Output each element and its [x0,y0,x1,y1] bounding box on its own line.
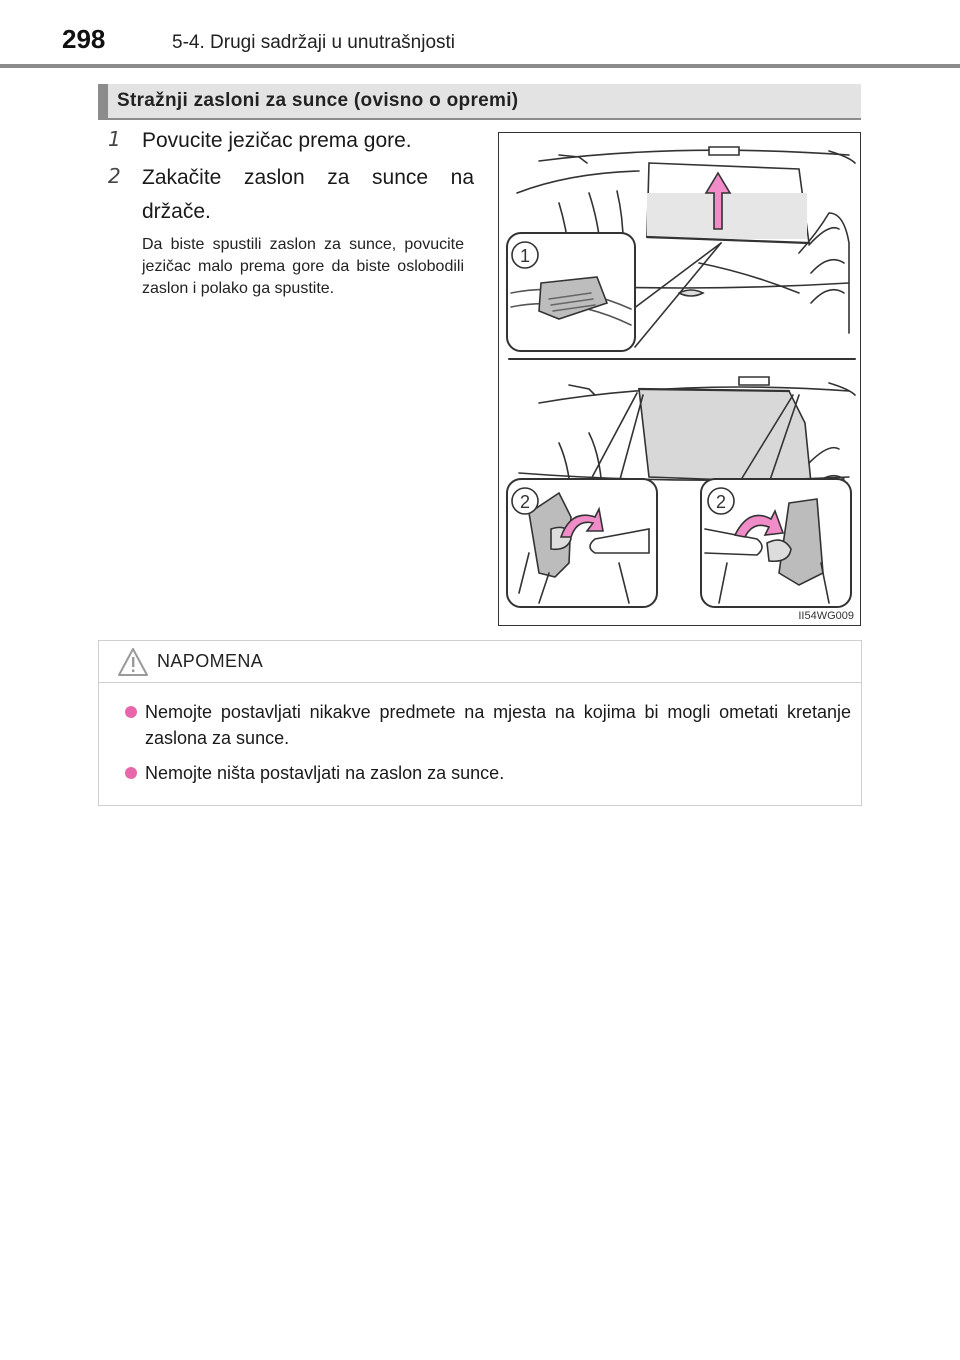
page-number: 298 [62,24,106,54]
figure-id: II54WG009 [798,610,854,622]
notice-box [98,640,862,806]
step-number: 1 [108,127,121,151]
callout-2-right-label: 2 [716,492,727,512]
notice-item-text: Nemojte postavljati nikakve predmete na mjesta na kojima bi mogli ometati kretanje zaslona za sunce. [145,702,851,748]
sunshade-illustration [498,132,861,626]
notice-header [99,641,861,683]
step-1 [108,124,474,158]
step-number: 2 [108,164,121,188]
step-2 [108,161,474,229]
step-text: Zakačite zaslon za sunce na držače. [142,166,474,223]
header-rule [0,64,960,68]
notice-item [99,699,861,751]
bullet-icon [125,767,137,779]
notice-item-text: Nemojte ništa postavljati na zaslon za sunce. [145,763,505,783]
section-title: Stražnji zasloni za sunce (ovisno o opremi) [98,84,861,120]
warning-triangle-icon [117,647,149,677]
illustration-drawing [499,133,860,625]
bullet-icon [125,706,137,718]
running-head: 5-4. Drugi sadržaji u unutrašnjosti [172,32,456,53]
step-note: Da biste spustili zaslon za sunce, povucite jezičac malo prema gore da biste oslobodili zaslon i polako ga spustite. [142,236,464,297]
notice-list [99,699,861,795]
notice-item [99,760,861,786]
callout-1-label: 1 [520,246,531,266]
notice-title: NAPOMENA [157,651,264,671]
callout-2-left-label: 2 [520,492,531,512]
step-text: Povucite jezičac prema gore. [142,129,412,152]
